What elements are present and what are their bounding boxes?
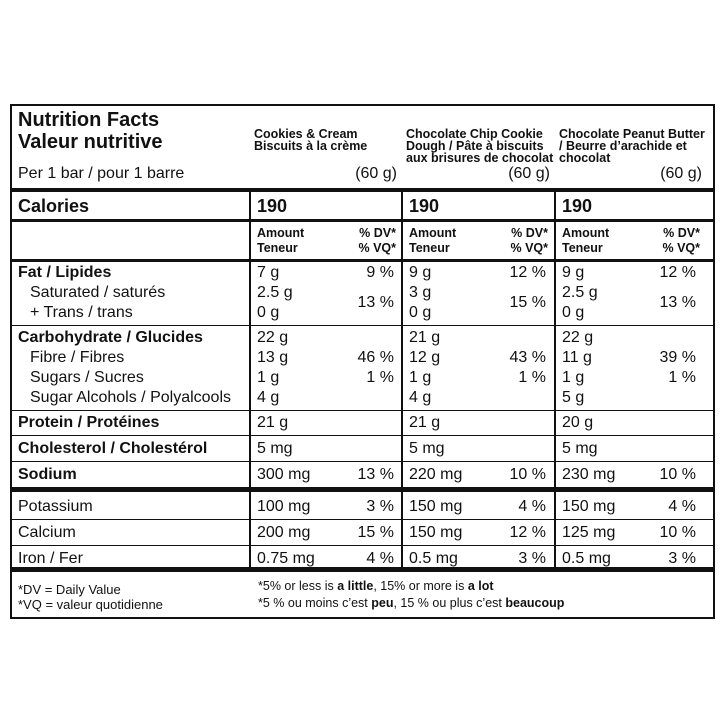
sugars-dv-1: 1 % xyxy=(366,369,394,386)
potassium-dv-2: 4 % xyxy=(518,498,546,515)
teneur-label-2: Teneur xyxy=(409,241,450,255)
sat-trans-dv-1: 13 % xyxy=(357,294,394,311)
saturated-label: Saturated / saturés xyxy=(30,284,166,301)
column-separator-3 xyxy=(554,192,556,567)
potassium-dv-1: 3 % xyxy=(366,498,394,515)
footnote-fr-part1: *5 % ou moins c’est xyxy=(258,596,372,610)
iron-dv-1: 4 % xyxy=(366,550,394,567)
cholesterol-value-2: 5 mg xyxy=(409,440,445,457)
vq-label-3: % VQ* xyxy=(662,241,700,255)
iron-value-2: 0.5 mg xyxy=(409,550,458,567)
cholesterol-value-3: 5 mg xyxy=(562,440,598,457)
sugars-value-1: 1 g xyxy=(257,369,280,386)
sodium-value-1: 300 mg xyxy=(257,466,311,483)
footnote-fr xyxy=(258,597,564,610)
column-separator-2 xyxy=(401,192,403,567)
cholesterol-label: Cholesterol / Cholestérol xyxy=(18,440,208,457)
calcium-dv-3: 10 % xyxy=(659,524,696,541)
footnote-en-part3: , 15% or more is xyxy=(373,579,468,593)
divider-thick-top xyxy=(12,188,713,192)
footnote-en xyxy=(258,580,494,593)
saturated-value-2: 3 g xyxy=(409,284,432,301)
fat-value-1: 7 g xyxy=(257,264,280,281)
dv-label-3: % DV* xyxy=(663,226,700,240)
divider-potassium xyxy=(12,519,713,520)
column-separator-1 xyxy=(249,192,251,567)
iron-label: Iron / Fer xyxy=(18,550,83,567)
carbohydrate-label: Carbohydrate / Glucides xyxy=(18,329,203,346)
calories-label: Calories xyxy=(18,196,90,216)
saturated-value-1: 2.5 g xyxy=(257,284,293,301)
fat-value-2: 9 g xyxy=(409,264,432,281)
trans-value-2: 0 g xyxy=(409,304,432,321)
column-name-2: Chocolate Chip Cookie Dough / Pâte à biscuits aux brisures de chocolat xyxy=(406,127,554,165)
column-name-3: Chocolate Peanut Butter / Beurre d’arachide et chocolat xyxy=(559,127,705,165)
fat-value-3: 9 g xyxy=(562,264,585,281)
trans-label: + Trans / trans xyxy=(30,304,133,321)
divider-carb xyxy=(12,410,713,411)
vq-label-2: % VQ* xyxy=(510,241,548,255)
trans-value-3: 0 g xyxy=(562,304,585,321)
sodium-value-2: 220 mg xyxy=(409,466,463,483)
teneur-label-3: Teneur xyxy=(562,241,603,255)
sugar-alcohols-value-1: 4 g xyxy=(257,389,280,406)
fibre-label: Fibre / Fibres xyxy=(30,349,125,366)
footnote-en-part2: a little xyxy=(337,579,374,593)
iron-value-1: 0.75 mg xyxy=(257,550,315,567)
protein-value-1: 21 g xyxy=(257,414,289,431)
sodium-dv-2: 10 % xyxy=(509,466,546,483)
sat-trans-dv-3: 13 % xyxy=(659,294,696,311)
column-size-1: (60 g) xyxy=(355,165,397,182)
calcium-value-1: 200 mg xyxy=(257,524,311,541)
sat-trans-dv-2: 15 % xyxy=(509,294,546,311)
dv-label-1: % DV* xyxy=(359,226,396,240)
calcium-dv-1: 15 % xyxy=(357,524,394,541)
column-name-1: Cookies & Cream Biscuits à la crème xyxy=(254,127,368,153)
vq-label-1: % VQ* xyxy=(358,241,396,255)
divider-thick-sodium xyxy=(12,487,713,492)
carbohydrate-value-3: 22 g xyxy=(562,329,594,346)
sugar-alcohols-value-3: 5 g xyxy=(562,389,585,406)
carbohydrate-value-1: 22 g xyxy=(257,329,289,346)
calories-value-1: 190 xyxy=(257,196,288,216)
sugar-alcohols-value-2: 4 g xyxy=(409,389,432,406)
cholesterol-value-1: 5 mg xyxy=(257,440,293,457)
fibre-value-1: 13 g xyxy=(257,349,289,366)
potassium-label: Potassium xyxy=(18,498,93,515)
divider-calories xyxy=(12,219,713,222)
dv-label-2: % DV* xyxy=(511,226,548,240)
sugar-alcohols-label: Sugar Alcohols / Polyalcools xyxy=(30,389,231,406)
potassium-value-2: 150 mg xyxy=(409,498,463,515)
sodium-value-3: 230 mg xyxy=(562,466,616,483)
footnote-en-part4: a lot xyxy=(467,579,494,593)
sugars-dv-2: 1 % xyxy=(518,369,546,386)
divider-header xyxy=(12,259,713,262)
dv-definition: *DV = Daily Value xyxy=(18,582,121,597)
potassium-value-1: 100 mg xyxy=(257,498,311,515)
title-en: Nutrition Facts xyxy=(18,109,160,131)
column-size-3: (60 g) xyxy=(660,165,702,182)
sugars-label: Sugars / Sucres xyxy=(30,369,144,386)
iron-dv-2: 3 % xyxy=(518,550,546,567)
teneur-label-1: Teneur xyxy=(257,241,298,255)
carbohydrate-value-2: 21 g xyxy=(409,329,441,346)
divider-thick-bottom xyxy=(12,567,713,572)
fat-dv-3: 12 % xyxy=(659,264,696,281)
calories-value-2: 190 xyxy=(409,196,440,216)
amount-label-1: Amount xyxy=(257,226,305,240)
potassium-value-3: 150 mg xyxy=(562,498,616,515)
divider-protein xyxy=(12,435,713,436)
fat-dv-1: 9 % xyxy=(366,264,394,281)
protein-label: Protein / Protéines xyxy=(18,414,160,431)
trans-value-1: 0 g xyxy=(257,304,280,321)
fibre-dv-3: 39 % xyxy=(659,349,696,366)
sodium-dv-1: 13 % xyxy=(357,466,394,483)
divider-cholesterol xyxy=(12,461,713,462)
fat-label: Fat / Lipides xyxy=(18,264,112,281)
divider-calcium xyxy=(12,545,713,546)
footnote-fr-part4: beaucoup xyxy=(505,596,565,610)
fat-dv-2: 12 % xyxy=(509,264,546,281)
column-size-2: (60 g) xyxy=(508,165,550,182)
title-fr: Valeur nutritive xyxy=(18,131,163,153)
iron-dv-3: 3 % xyxy=(668,550,696,567)
calcium-value-2: 150 mg xyxy=(409,524,463,541)
sugars-dv-3: 1 % xyxy=(668,369,696,386)
calcium-dv-2: 12 % xyxy=(509,524,546,541)
amount-label-2: Amount xyxy=(409,226,457,240)
calories-value-3: 190 xyxy=(562,196,593,216)
footnote-fr-part3: , 15 % ou plus c’est xyxy=(393,596,506,610)
protein-value-2: 21 g xyxy=(409,414,441,431)
sugars-value-2: 1 g xyxy=(409,369,432,386)
footnote-en-part1: *5% or less is xyxy=(258,579,338,593)
footnote-fr-part2: peu xyxy=(371,596,394,610)
iron-value-3: 0.5 mg xyxy=(562,550,611,567)
sodium-label: Sodium xyxy=(18,466,77,483)
vq-definition: *VQ = valeur quotidienne xyxy=(18,597,163,612)
amount-label-3: Amount xyxy=(562,226,610,240)
sugars-value-3: 1 g xyxy=(562,369,585,386)
potassium-dv-3: 4 % xyxy=(668,498,696,515)
saturated-value-3: 2.5 g xyxy=(562,284,598,301)
serving-size: Per 1 bar / pour 1 barre xyxy=(18,165,185,182)
fibre-value-3: 11 g xyxy=(562,349,592,366)
fibre-dv-1: 46 % xyxy=(357,349,394,366)
sodium-dv-3: 10 % xyxy=(659,466,696,483)
calcium-value-3: 125 mg xyxy=(562,524,616,541)
fibre-dv-2: 43 % xyxy=(509,349,546,366)
divider-fat xyxy=(12,325,713,326)
fibre-value-2: 12 g xyxy=(409,349,441,366)
protein-value-3: 20 g xyxy=(562,414,594,431)
calcium-label: Calcium xyxy=(18,524,76,541)
